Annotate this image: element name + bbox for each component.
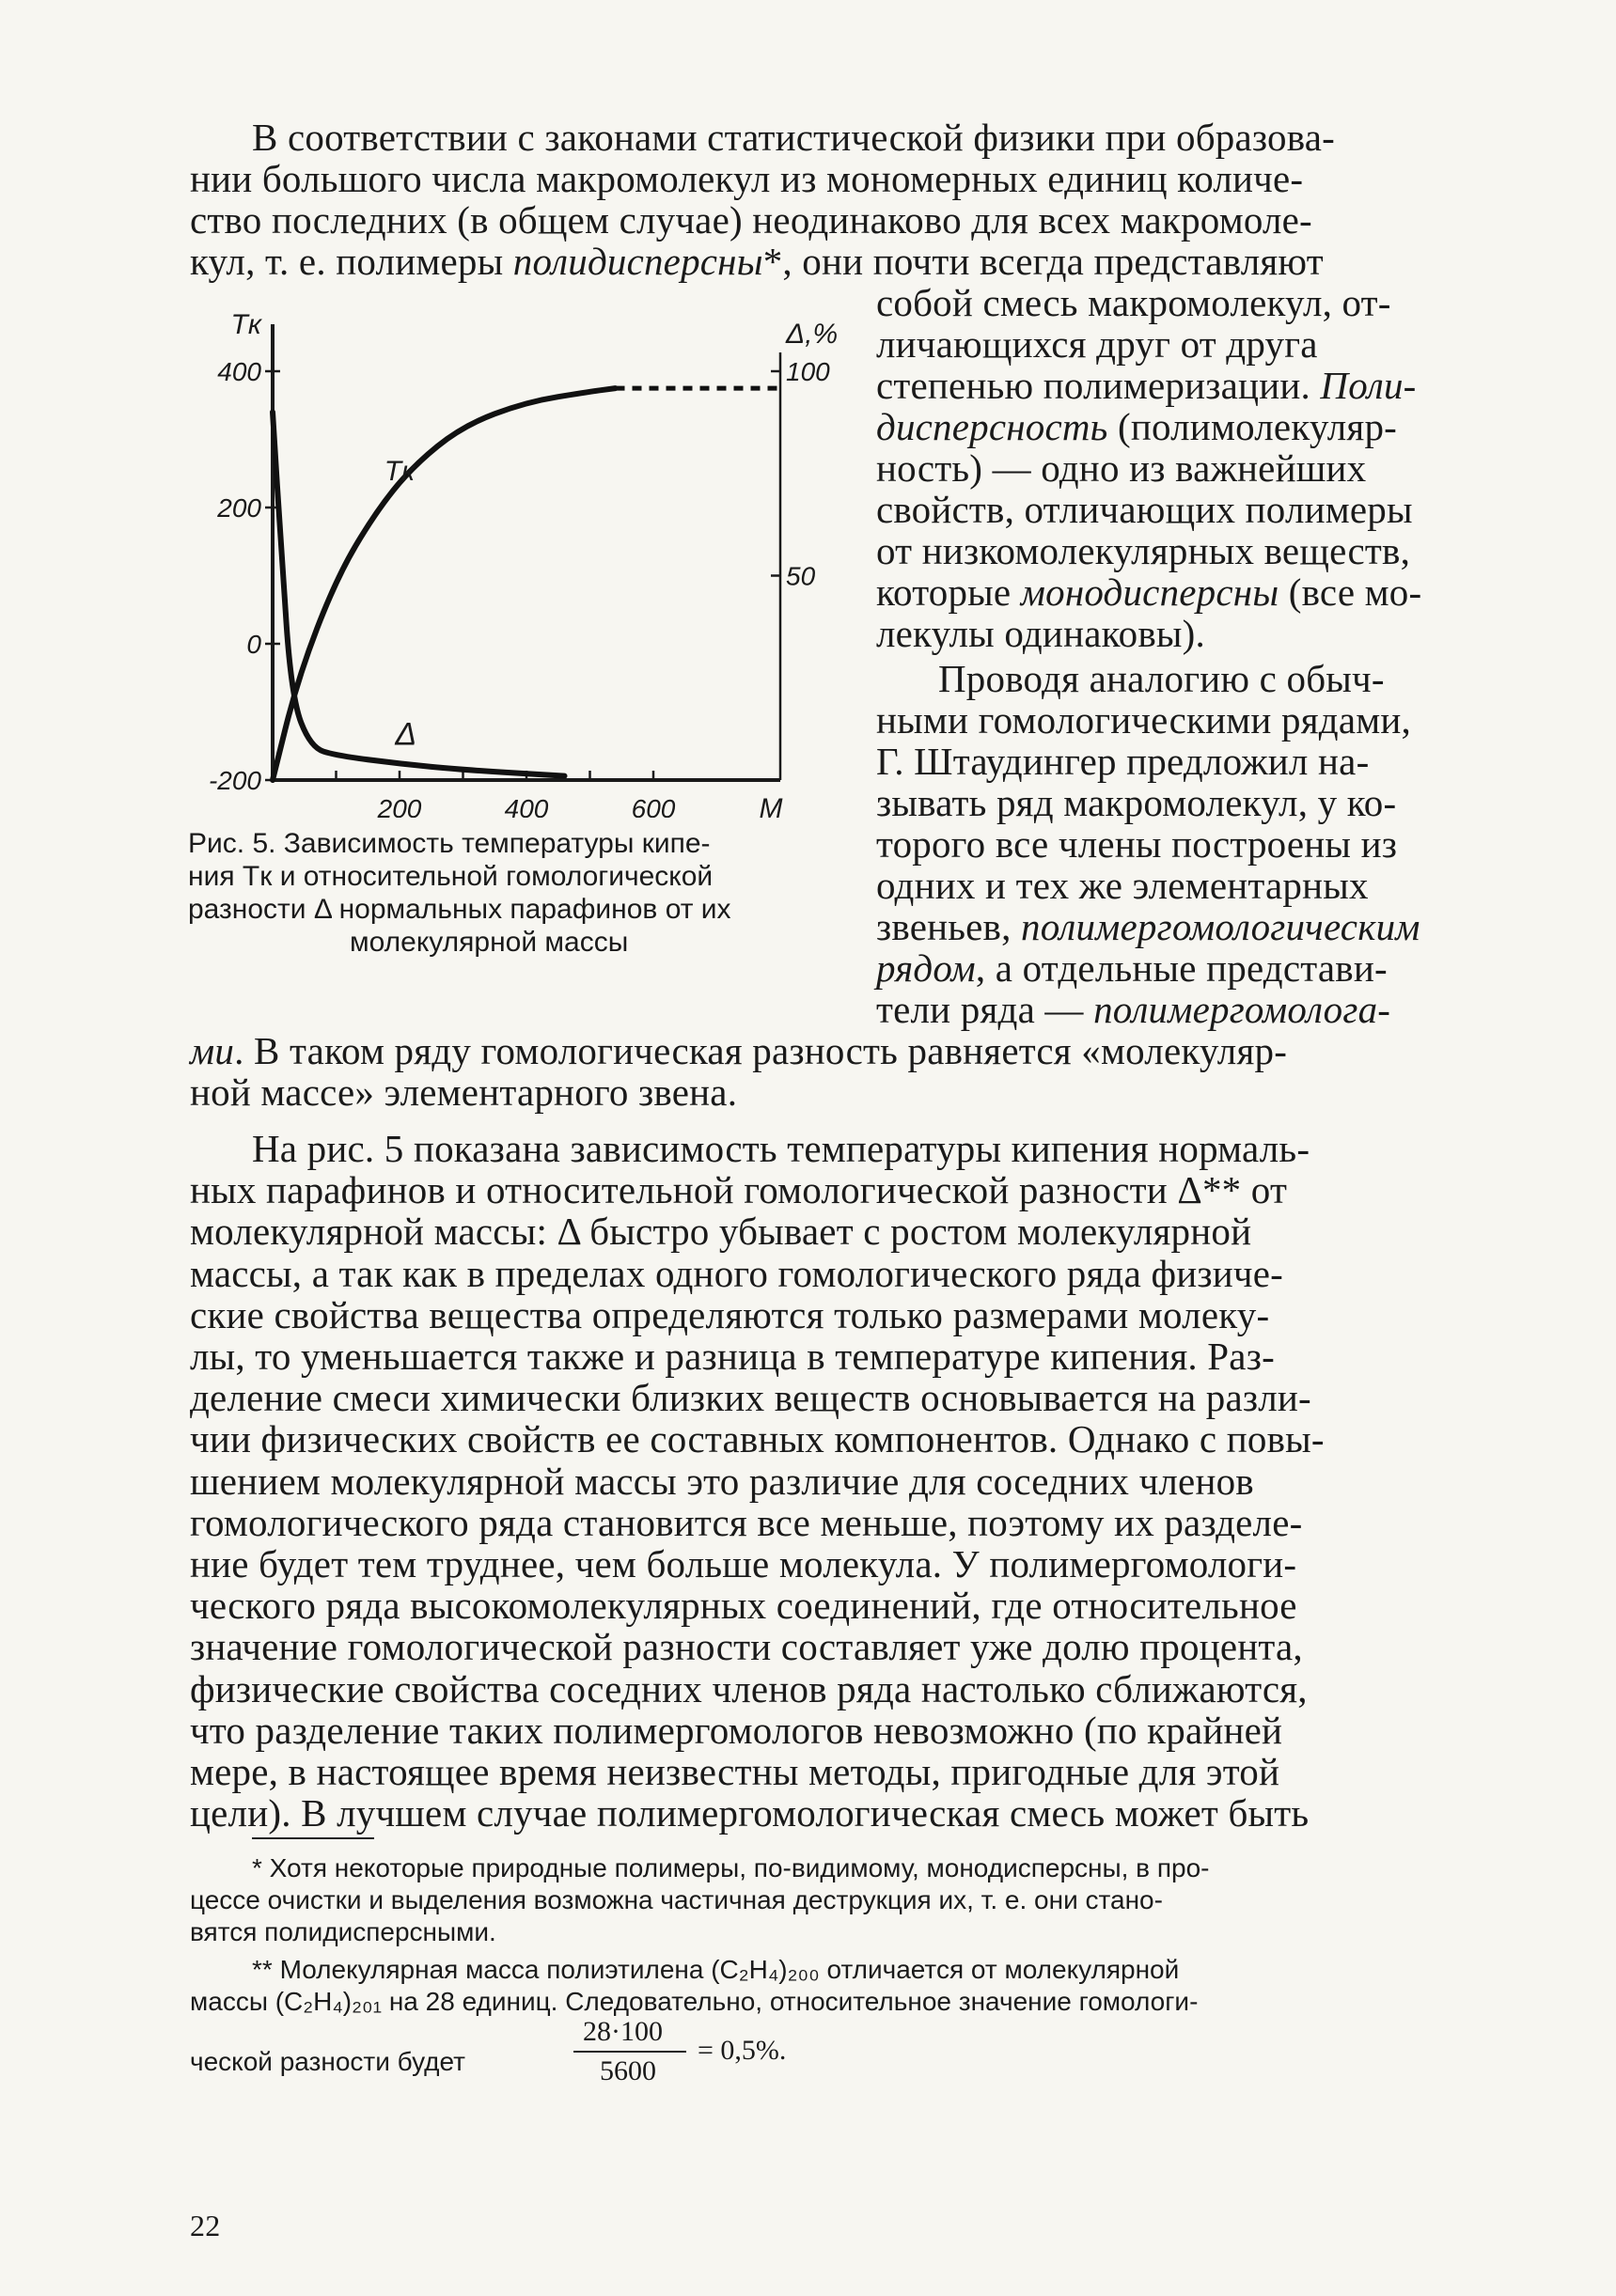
left-axis-label: Tк <box>230 309 261 340</box>
text-line: массы, а так как в пределах одного гомологического ряда физиче- <box>190 1251 1283 1295</box>
text-line: что разделение таких полимергомологов невозможно (по крайней <box>190 1708 1283 1752</box>
text-line: физические свойства соседних членов ряда настолько сближаются, <box>190 1666 1308 1710</box>
footnote-line: * Хотя некоторые природные полимеры, по-видимому, монодисперсны, в про- <box>252 1853 1210 1882</box>
figure-caption-line: ния Tк и относительной гомологической <box>188 861 714 892</box>
text-line: дисперсность (полимолекуляр- <box>876 405 1398 448</box>
left-axis-tick-label: 400 <box>217 357 261 386</box>
text-line: звеньев, полимергомологическим <box>876 905 1420 948</box>
text-line: ность) — одно из важнейших <box>876 446 1367 490</box>
text-line: одних и тех же элементарных <box>876 864 1369 907</box>
text-line: На рис. 5 показана зависимость температуры кипения нормаль- <box>252 1127 1310 1170</box>
term: ми <box>190 1029 235 1072</box>
text-line: ческого ряда высокомолекулярных соединений, где относительное <box>190 1584 1297 1628</box>
text-line: Проводя аналогию с обыч- <box>938 657 1385 700</box>
term: дисперсность <box>876 405 1108 448</box>
text-line: ние будет тем труднее, чем больше молекула. У полимергомологи- <box>190 1542 1297 1585</box>
figure-caption-line: разности Δ нормальных парафинов от их <box>188 894 731 925</box>
text-line: ной массе» элементарного звена. <box>190 1070 738 1114</box>
footnote-divider <box>252 1837 374 1839</box>
series-line-tk <box>273 388 616 780</box>
text-line: рядом, а отдельные представи- <box>876 946 1388 990</box>
text-line: степенью полимеризации. Поли- <box>876 364 1417 407</box>
right-axis-tick-label: 50 <box>786 561 816 591</box>
text-line: молекулярной массы: Δ быстро убывает с ростом молекулярной <box>190 1210 1252 1254</box>
text-line: шением молекулярной массы это различие для соседних членов <box>190 1459 1254 1503</box>
left-axis-tick-label: 200 <box>217 493 261 523</box>
x-axis-tick-label: 200 <box>377 794 422 818</box>
x-axis-tick-label: 600 <box>631 794 676 818</box>
figure-5-chart <box>179 291 855 818</box>
fraction-bar <box>573 2051 686 2053</box>
text-line: свойств, отличающих полимеры <box>876 488 1413 531</box>
x-axis-tick-label: 400 <box>504 794 549 818</box>
text-line: цели). В лучшем случае полимергомологическая смесь может быть <box>190 1791 1310 1835</box>
term: рядом <box>876 946 976 990</box>
series-label-delta: Δ <box>395 716 417 753</box>
footnote-line: ** Молекулярная масса полиэтилена (C₂H₄)₂₀₀ отличается от молекулярной <box>252 1955 1180 1984</box>
text-line: кул, т. е. полимеры полидисперсны*, они почти всегда представляют <box>190 240 1324 283</box>
left-axis-tick-label: 0 <box>246 630 261 659</box>
term: монодисперсны <box>1020 570 1279 614</box>
term: полимергомолога- <box>1093 988 1391 1031</box>
text-line: ных парафинов и относительной гомологической разности Δ** от <box>190 1168 1288 1212</box>
text-line: ными гомологическими рядами, <box>876 698 1411 742</box>
figure-caption-line: молекулярной массы <box>350 927 629 958</box>
text-line: личающихся друг от друга <box>876 322 1318 366</box>
text-line: чии физических свойств ее составных компонентов. Однако с повы- <box>190 1417 1325 1461</box>
term-polydisperse: полидисперсны <box>512 240 763 283</box>
text-line: деление смеси химически близких веществ основывается на разли- <box>190 1376 1311 1420</box>
text-line: ми. В таком ряду гомологическая разность равняется «молекуляр- <box>190 1029 1288 1072</box>
footnote-line: массы (C₂H₄)₂₀₁ на 28 единиц. Следовательно, относительное значение гомологи- <box>190 1987 1199 2016</box>
text-line: ские свойства вещества определяются только размерами молеку- <box>190 1292 1270 1336</box>
right-axis-label: Δ,% <box>786 319 839 350</box>
left-axis-tick-label: -200 <box>208 766 261 795</box>
text-line: ство последних (в общем случае) неодинаково для всех макромоле- <box>190 198 1312 242</box>
figure-caption-line: Рис. 5. Зависимость температуры кипе- <box>188 828 711 859</box>
text-line: лы, то уменьшается также и разница в температуре кипения. Раз- <box>190 1335 1275 1378</box>
term: Поли- <box>1320 364 1417 407</box>
right-axis-tick-label: 100 <box>786 357 830 386</box>
text-line: мере, в настоящее время неизвестны методы, пригодные для этой <box>190 1750 1280 1793</box>
fraction-result: = 0,5%. <box>698 2035 787 2066</box>
text-line: собой смесь макромолекул, от- <box>876 281 1391 324</box>
text-line: торого все члены построены из <box>876 822 1398 866</box>
page-number: 22 <box>190 2209 221 2242</box>
text-line: лекулы одинаковы). <box>876 612 1205 655</box>
fraction-denominator: 5600 <box>600 2055 656 2086</box>
text-line: нии большого числа макромолекул из мономерных единиц количе- <box>190 157 1304 200</box>
text-line: тели ряда — полимергомолога- <box>876 988 1391 1031</box>
term: полимергомологическим <box>1021 905 1420 948</box>
text-line: которые монодисперсны (все мо- <box>876 570 1422 614</box>
footnote-line: цессе очистки и выделения возможна частичная деструкция их, т. е. они стано- <box>190 1885 1163 1914</box>
fraction-numerator: 28·100 <box>583 2016 663 2047</box>
x-axis-label: M <box>759 793 783 818</box>
text-line: значение гомологической разности составляет уже долю процента, <box>190 1625 1303 1669</box>
text-line: гомологического ряда становится все меньше, поэтому их разделе- <box>190 1500 1303 1544</box>
footnote-line: ческой разности будет <box>190 2047 465 2076</box>
text-line: Г. Штаудингер предложил на- <box>876 740 1370 783</box>
text-line: зывать ряд макромолекул, у ко- <box>876 781 1397 824</box>
footnote-line: вятся полидисперсными. <box>190 1917 496 1946</box>
text-line: В соответствии с законами статистической физики при образова- <box>252 116 1335 159</box>
text-line: от низкомолекулярных веществ, <box>876 529 1411 572</box>
series-label-tk: Tк <box>384 456 416 487</box>
